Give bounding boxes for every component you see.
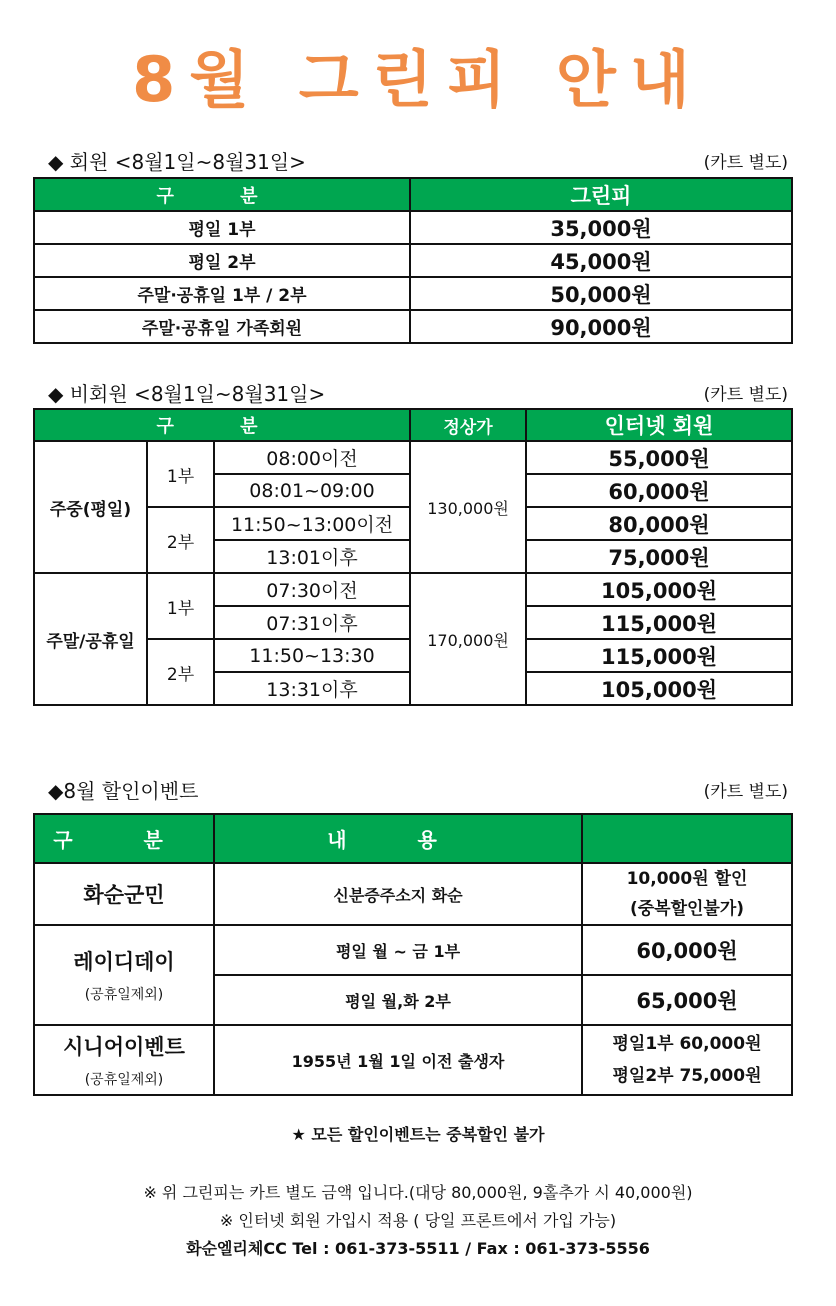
event-price [582,1025,792,1095]
internet-price: 55,000원 [526,441,792,474]
time-slot: 07:31이후 [214,606,410,639]
time-slot: 08:01~09:00 [214,474,410,507]
member-row-label: 평일 2부 [34,244,410,277]
session-1: 1부 [147,573,214,639]
weekday-label: 주중(평일) [34,441,147,573]
event-sublabel: (공휴일제외) [84,1072,164,1088]
members-table [33,177,793,344]
member-row-price: 35,000원 [410,211,792,244]
regular-price: 130,000원 [410,441,526,573]
time-slot: 11:50~13:30 [214,639,410,672]
session-1: 1부 [147,441,214,507]
session-2: 2부 [147,639,214,705]
members-cart-note: (카트 별도) [703,153,788,173]
internet-price: 115,000원 [526,639,792,672]
member-row-price: 50,000원 [410,277,792,310]
cart-fee-note: ※ 위 그린피는 카트 별도 금액 입니다.(대당 80,000원, 9홀추가 시 40,000원) [143,1183,693,1202]
time-slot: 08:00이전 [214,441,410,474]
session-2: 2부 [147,507,214,573]
event-sublabel: (공휴일제외) [84,987,164,1003]
event-content: 평일 월 ~ 금 1부 [214,925,582,975]
col-content: 내 용 [214,814,582,863]
event-price-line2: 평일2부 75,000원 [612,1066,762,1086]
event-price [582,863,792,925]
event-content: 평일 월,화 2부 [214,975,582,1025]
internet-price: 115,000원 [526,606,792,639]
weekend-label: 주말/공휴일 [34,573,147,705]
time-slot: 13:01이후 [214,540,410,573]
event-price-line2: (중복할인불가) [629,899,745,919]
event-label-cell [34,1025,214,1095]
event-price-line1: 평일1부 60,000원 [612,1034,762,1054]
discount-table [33,813,793,1096]
col-category: 구 분 [34,814,214,863]
internet-price: 75,000원 [526,540,792,573]
event-label: 시니어이벤트 [63,1035,185,1059]
col-internet-price: 인터넷 회원 [526,409,792,441]
page-title: 8월 그린피 안내 [132,43,704,116]
event-label: 화순군민 [34,863,214,925]
member-row-label: 평일 1부 [34,211,410,244]
internet-price: 105,000원 [526,672,792,705]
event-label-cell [34,925,214,1025]
internet-price: 60,000원 [526,474,792,507]
members-heading: ◆ 회원 <8월1일~8월31일> [48,150,306,174]
member-row-label: 주말·공휴일 가족회원 [34,310,410,343]
member-row-price: 90,000원 [410,310,792,343]
col-price [582,814,792,863]
nonmembers-heading: ◆ 비회원 <8월1일~8월31일> [48,382,326,406]
internet-price: 80,000원 [526,507,792,540]
regular-price: 170,000원 [410,573,526,705]
event-content: 1955년 1월 1일 이전 출생자 [214,1025,582,1095]
event-price-line1: 10,000원 할인 [626,869,748,889]
col-category: 구 분 [34,409,410,441]
event-content: 신분증주소지 화순 [214,863,582,925]
time-slot: 13:31이후 [214,672,410,705]
time-slot: 11:50~13:00이전 [214,507,410,540]
nonmembers-table [33,408,793,706]
time-slot: 07:30이전 [214,573,410,606]
member-row-label: 주말·공휴일 1부 / 2부 [34,277,410,310]
event-price: 60,000원 [582,925,792,975]
col-regular-price: 정상가 [410,409,526,441]
member-row-price: 45,000원 [410,244,792,277]
internet-member-note: ※ 인터넷 회원 가입시 적용 ( 당일 프론트에서 가입 가능) [219,1211,617,1230]
no-duplicate-discount-note: ★ 모든 할인이벤트는 중복할인 불가 [291,1125,545,1144]
col-category: 구 분 [34,178,410,211]
discount-heading: ◆8월 할인이벤트 [48,779,199,803]
internet-price: 105,000원 [526,573,792,606]
discount-cart-note: (카트 별도) [703,782,788,802]
col-fee: 그린피 [410,178,792,211]
nonmembers-cart-note: (카트 별도) [703,385,788,405]
event-label: 레이디데이 [73,950,175,974]
contact-info: 화순엘리체CC Tel : 061-373-5511 / Fax : 061-373-5556 [186,1239,650,1258]
event-price: 65,000원 [582,975,792,1025]
